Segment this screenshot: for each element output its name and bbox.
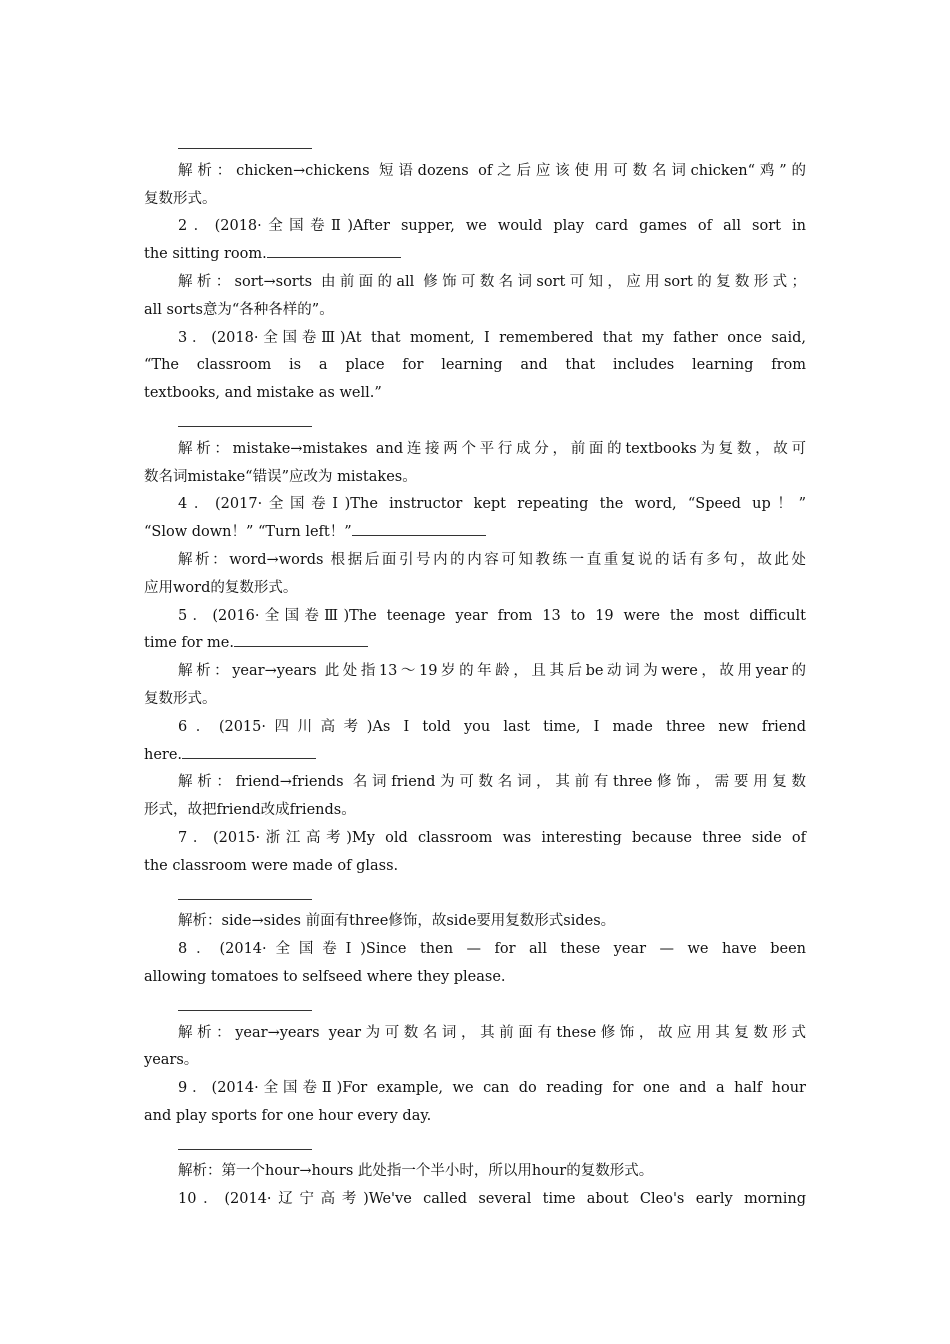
document-text-line (144, 797, 806, 825)
answer-blank-line (144, 992, 806, 1020)
answer-blank-line (144, 881, 806, 909)
document-text-line (144, 436, 806, 464)
document-text-line (144, 936, 806, 964)
answer-blank (234, 632, 368, 647)
line-text: 7．(2015·浙江高考)My old classroom was interesting because three side of (178, 829, 806, 846)
line-text: 解析：year→years 此处指13～19岁的年龄，且其后be动词为were，故用year的 (178, 663, 806, 680)
document-text-line (144, 213, 806, 241)
document-page (144, 130, 806, 1214)
document-text-line (144, 186, 806, 214)
document-text-line (144, 575, 806, 603)
document-text-line (144, 742, 806, 770)
line-text: textbooks, and mistake as well.” (144, 385, 382, 402)
document-text-line (144, 853, 806, 881)
line-text: 解析：word→words 根据后面引号内的内容可知教练一直重复说的话有多句，故此处 (178, 551, 806, 568)
document-text-line (144, 1020, 806, 1048)
document-text-line (144, 547, 806, 575)
line-text: 6．(2015·四川高考)As I told you last time, I made three new friend (178, 718, 806, 735)
line-text: 复数形式。 (144, 190, 217, 207)
line-text: and play sports for one hour every day. (144, 1107, 432, 1124)
answer-blank (267, 243, 401, 258)
document-text-line (144, 380, 806, 408)
line-text: years。 (144, 1052, 199, 1069)
document-text-line (144, 352, 806, 380)
document-text-line (144, 603, 806, 631)
line-text: 8．(2014·全国卷Ⅰ)Since then — for all these year — we have been (178, 941, 806, 958)
line-text: 10．(2014·辽宁高考)We've called several time about Cleo's early morning (178, 1191, 806, 1208)
document-text-line (144, 825, 806, 853)
document-text-line (144, 1158, 806, 1186)
line-text: 复数形式。 (144, 690, 217, 707)
answer-blank (182, 744, 316, 759)
document-text-line (144, 297, 806, 325)
document-text-line (144, 1186, 806, 1214)
document-text-line (144, 908, 806, 936)
line-text: 9．(2014·全国卷Ⅱ)For example, we can do reading for one and a half hour (178, 1080, 806, 1097)
document-text-line (144, 658, 806, 686)
document-text-line (144, 491, 806, 519)
line-text: 4．(2017·全国卷Ⅰ)The instructor kept repeating the word, “Speed up！” (178, 496, 806, 513)
line-text: 形式，故把friend改成friends。 (144, 802, 356, 819)
answer-blank (178, 412, 312, 427)
line-text: allowing tomatoes to selfseed where they please. (144, 968, 506, 985)
line-text: 数名词mistake“错误”应改为 mistakes。 (144, 468, 417, 485)
line-text: 3．(2018·全国卷Ⅲ)At that moment, I remembered that my father once said, (178, 329, 806, 346)
line-text: 解析：chicken→chickens 短语dozens of之后应该使用可数名词chicken“鸡”的 (178, 162, 806, 179)
answer-blank-line (144, 1131, 806, 1159)
document-text-line (144, 1103, 806, 1131)
line-text: “Slow down！” “Turn left！” (144, 524, 352, 541)
line-text: 应用word的复数形式。 (144, 579, 298, 596)
line-text: 解析：第一个hour→hours 此处指一个半小时，所以用hour的复数形式。 (178, 1163, 654, 1180)
line-text: 2．(2018·全国卷Ⅱ)After supper, we would play card games of all sort in (178, 218, 806, 235)
line-text: “The classroom is a place for learning and that includes learning from (144, 357, 806, 374)
answer-blank-line (144, 130, 806, 158)
document-text-line (144, 1047, 806, 1075)
document-text-line (144, 630, 806, 658)
answer-blank (178, 134, 312, 149)
line-text: 解析：year→years year为可数名词，其前面有these修饰，故应用其复数形式 (178, 1024, 806, 1041)
document-text-line (144, 241, 806, 269)
line-text: the classroom were made of glass. (144, 857, 399, 874)
answer-blank (178, 1135, 312, 1150)
document-text-line (144, 519, 806, 547)
document-text-line (144, 269, 806, 297)
answer-blank (352, 521, 486, 536)
line-text: the sitting room. (144, 246, 267, 263)
document-text-line (144, 464, 806, 492)
document-text-line (144, 769, 806, 797)
document-text-line (144, 325, 806, 353)
line-text: 解析：side→sides 前面有three修饰，故side要用复数形式sides。 (178, 913, 616, 930)
document-text-line (144, 158, 806, 186)
document-text-line (144, 1075, 806, 1103)
line-text: 5．(2016·全国卷Ⅲ)The teenage year from 13 to 19 were the most difficult (178, 607, 806, 624)
line-text: all sorts意为“各种各样的”。 (144, 301, 334, 318)
line-text: 解析：sort→sorts 由前面的all 修饰可数名词sort可知，应用sort的复数形式； (178, 273, 806, 290)
document-text-line (144, 964, 806, 992)
line-text: 解析：mistake→mistakes and连接两个平行成分，前面的textbooks为复数，故可 (178, 440, 806, 457)
line-text: time for me. (144, 635, 234, 652)
answer-blank (178, 885, 312, 900)
answer-blank (178, 996, 312, 1011)
answer-blank-line (144, 408, 806, 436)
line-text: here. (144, 746, 183, 763)
document-text-line (144, 686, 806, 714)
document-text-line (144, 714, 806, 742)
line-text: 解析：friend→friends 名词friend为可数名词，其前有three修饰，需要用复数 (178, 774, 806, 791)
